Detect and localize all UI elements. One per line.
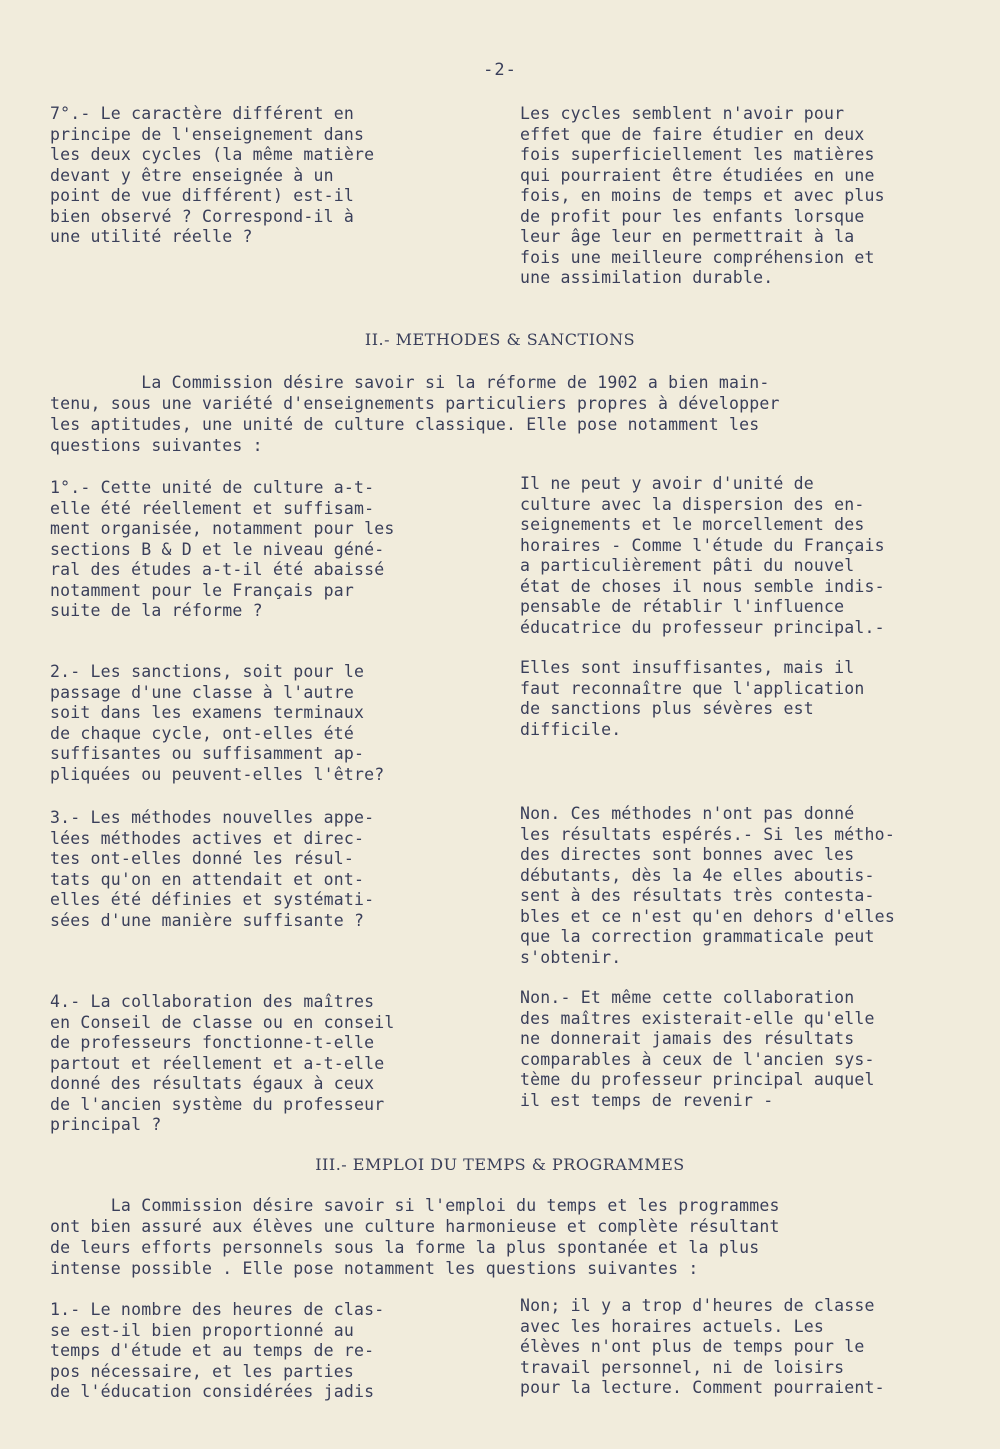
section-2-intro: La Commission désire savoir si la réforme de 1902 a bien main- tenu, sous une variété d'enseignements particuliers propres à développer les aptitudes, une unité de culture classique. Elle pose notamment les questions suivantes :: [50, 373, 780, 455]
section-2-answer-4: Non.- Et même cette collaboration des maîtres existerait-elle qu'elle ne donnerait jamais des résultats comparables à ceux de l'ancien sys- tème du professeur principal auquel il est temps de revenir -: [520, 988, 875, 1110]
section-3-heading: III.- EMPLOI DU TEMPS & PROGRAMMES: [315, 1155, 685, 1174]
section-3-answer-1: Non; il y a trop d'heures de classe avec les horaires actuels. Les élèves n'ont plus de temps pour le travail personnel, ni de loisirs pour la lecture. Comment pourraient-: [520, 1296, 885, 1397]
page-number: -2-: [483, 60, 517, 80]
section-2-question-1: 1°.- Cette unité de culture a-t- elle été réellement et suffisam- ment organisée, notamment pour les sections B & D et le niveau géné- ral des études a-t-il été abaissé notamment pour le Français par suite de la réforme ?: [50, 478, 395, 620]
section-2-question-2: 2.- Les sanctions, soit pour le passage d'une classe à l'autre soit dans les examens terminaux de chaque cycle, ont-elles été suffisantes ou suffisamment ap- pliquées ou peuvent-elles l'être?: [50, 662, 385, 784]
section-2-answer-2: Elles sont insuffisantes, mais il faut reconnaître que l'application de sanctions plus sévères est difficile.: [520, 658, 865, 739]
section-2-answer-3: Non. Ces méthodes n'ont pas donné les résultats espérés.- Si les métho- des directes sont bonnes avec les débutants, dès la 4e elles aboutis- sent à des résultats très contesta- bles et ce n'est qu'en dehors d'elles que la correction grammaticale peut s'obtenir.: [520, 804, 895, 967]
section-2-heading: II.- METHODES & SANCTIONS: [364, 330, 636, 349]
question-7: 7°.- Le caractère différent en principe de l'enseignement dans les deux cycles (la même matière devant y être enseignée à un point de vue différent) est-il bien observé ? Correspond-il à une utilité réelle ?: [50, 104, 375, 246]
section-2-question-3: 3.- Les méthodes nouvelles appe- lées méthodes actives et direc- tes ont-elles donné les résul- tats qu'on en attendait et ont- elles été définies et systémati- sées d'une manière suffisante ?: [50, 808, 375, 930]
answer-7: Les cycles semblent n'avoir pour effet que de faire étudier en deux fois superficiellement les matières qui pourraient être étudiées en une fois, en moins de temps et avec plus de profit pour les enfants lorsque leur âge leur en permettrait à la fois une meilleure compréhension et une assimilation durable.: [520, 104, 885, 287]
section-2-answer-1: Il ne peut y avoir d'unité de culture avec la dispersion des en- seignements et le morcellement des horaires - Comme l'étude du Français a particulièrement pâti du nouvel état de choses il nous semble indis- pensable de rétablir l'influence éducatrice du professeur principal.-: [520, 474, 885, 637]
section-3-intro: La Commission désire savoir si l'emploi du temps et les programmes ont bien assuré aux élèves une culture harmonieuse et complète résultant de leurs efforts personnels sous la forme la plus spontanée et la plus intense possible . Elle pose notamment les questions suivantes :: [50, 1196, 780, 1278]
section-2-question-4: 4.- La collaboration des maîtres en Conseil de classe ou en conseil de professeurs fonctionne-t-elle partout et réellement et a-t-elle donné des résultats égaux à ceux de l'ancien système du professeur principal ?: [50, 992, 395, 1134]
section-3-question-1: 1.- Le nombre des heures de clas- se est-il bien proportionné au temps d'étude et au temps de re- pos nécessaire, et les parties de l'éducation considérées jadis: [50, 1300, 385, 1401]
